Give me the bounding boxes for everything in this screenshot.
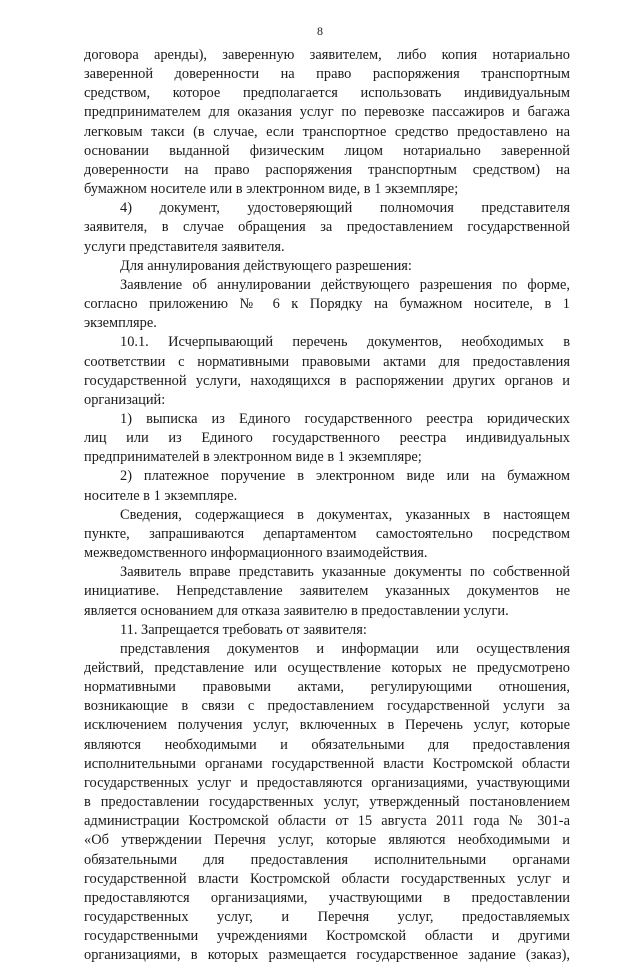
- text-line: государственными учреждениями Костромской области и другими: [84, 928, 570, 945]
- body-text: [84, 46, 570, 966]
- text-line: легковым такси (в случае, если транспортное средство предоставлено на: [84, 123, 570, 140]
- text-line: является основанием для отказа заявителю в предоставлении услуги.: [84, 602, 509, 619]
- text-line: организациями, в которых размещается государственное задание (заказ),: [84, 947, 570, 964]
- page-number: 8: [317, 24, 323, 38]
- text-line: средством, которое предполагается использовать индивидуальным: [84, 85, 570, 102]
- text-line: предпринимателей в электронном виде в 1 экземпляре;: [84, 449, 422, 466]
- text-line: государственной власти Костромской области государственных услуг и: [84, 870, 570, 887]
- text-line: Сведения, содержащиеся в документах, указанных в настоящем: [120, 506, 570, 523]
- text-line: основании выданной физическим лицом нотариально заверенной: [84, 142, 570, 159]
- text-line: предоставляются организациями, участвующими в предоставлении: [84, 889, 570, 906]
- text-line: пункте, запрашиваются департаментом самостоятельно посредством: [84, 525, 570, 542]
- text-line: «Об утверждении Перечня услуг, которые являются необходимыми и: [84, 832, 570, 849]
- text-line: нормативными правовыми актами, регулирующими отношения,: [84, 679, 570, 696]
- text-line: заверенной доверенности на право распоряжения транспортным: [84, 66, 570, 83]
- text-line: возникающие в связи с предоставлением государственной услуги за: [84, 698, 570, 715]
- text-line: предпринимателем для оказания услуг по перевозке пассажиров и багажа: [84, 104, 570, 121]
- text-line: согласно приложению № 6 к Порядку на бумажном носителе, в 1: [84, 296, 570, 313]
- text-line: 1) выписка из Единого государственного реестра юридических: [120, 410, 570, 427]
- text-line: 4) документ, удостоверяющий полномочия представителя: [120, 200, 570, 217]
- text-line: межведомственного информационного взаимодействия.: [84, 545, 428, 562]
- text-line: представления документов и информации или осуществления: [120, 640, 570, 657]
- text-line: носителе в 1 экземпляре.: [84, 487, 238, 504]
- text-line: 2) платежное поручение в электронном виде или на бумажном: [120, 468, 570, 485]
- text-line: государственных услуг и предоставляются организациями, участвующими: [84, 774, 570, 791]
- text-line: экземпляре.: [84, 315, 157, 332]
- text-line: государственных услуг, и Перечня услуг, предоставляемых: [84, 909, 570, 926]
- text-line: заявителя, в случае обращения за предоставлением государственной: [84, 219, 570, 236]
- text-line: Заявитель вправе представить указанные документы по собственной: [120, 564, 570, 581]
- text-line: организаций:: [84, 391, 166, 408]
- text-line: государственной услуги, находящихся в распоряжении других органов и: [84, 372, 570, 389]
- text-line: инициативе. Непредставление заявителем указанных документов не: [84, 583, 570, 600]
- text-line: доверенности на право распоряжения транспортным средством) на: [84, 161, 570, 178]
- text-line: в предоставлении государственных услуг, утвержденный постановлением: [84, 794, 570, 811]
- text-line: обязательными для предоставления исполнительными органами: [84, 851, 570, 868]
- text-line: лиц или из Единого государственного реестра индивидуальных: [84, 430, 570, 447]
- text-line: договора аренды), заверенную заявителем, либо копия нотариально: [84, 47, 570, 63]
- text-line: исключением получения услуг, включенных в Перечень услуг, которые: [84, 717, 570, 734]
- text-line: 11. Запрещается требовать от заявителя:: [120, 621, 367, 638]
- text-line: являются необходимыми и обязательными для предоставления: [84, 736, 570, 753]
- text-line: администрации Костромской области от 15 августа 2011 года № 301-а: [84, 813, 570, 830]
- text-line: действий, представление или осуществление которых не предусмотрено: [84, 660, 570, 676]
- text-line: соответствии с нормативными правовыми актами для предоставления: [84, 353, 570, 370]
- text-line: бумажном носителе или в электронном виде, в 1 экземпляре;: [84, 181, 459, 198]
- text-line: исполнительными органами государственной власти Костромской области: [84, 755, 570, 772]
- text-line: Заявление об аннулировании действующего разрешения по форме,: [120, 276, 570, 293]
- text-line: Для аннулирования действующего разрешения:: [120, 257, 412, 274]
- text-line: услуги представителя заявителя.: [84, 238, 285, 255]
- text-line: 10.1. Исчерпывающий перечень документов, необходимых в: [120, 334, 570, 351]
